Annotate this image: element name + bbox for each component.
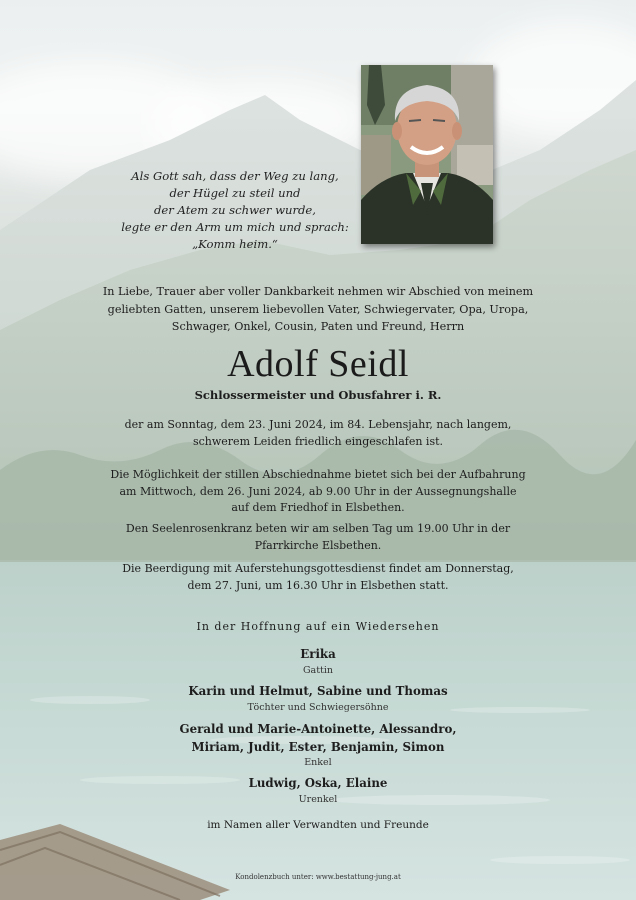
mourner-group — [0, 683, 636, 714]
death-notice-line: der am Sonntag, dem 23. Juni 2024, im 84. Lebensjahr, nach langem, — [124, 418, 512, 431]
intro-text — [100, 283, 536, 336]
death-notice — [110, 417, 526, 450]
funeral-info — [110, 561, 526, 594]
viewing-line: auf dem Friedhof in Elsbethen. — [231, 501, 405, 514]
mourner-names: Ludwig, Oska, Elaine — [248, 776, 388, 790]
mourner-relation: Urenkel — [298, 793, 338, 805]
condolence-link[interactable]: Kondolenzbuch unter: www.bestattung-jung.at — [235, 873, 401, 881]
intro-line: geliebten Gatten, unserem liebevollen Vater, Schwiegervater, Opa, Uropa, — [107, 302, 529, 316]
mourner-group — [0, 721, 636, 769]
viewing-info — [110, 467, 526, 517]
deceased-profession: Schlossermeister und Obusfahrer i. R. — [194, 388, 442, 402]
mourner-names: Erika — [300, 647, 336, 661]
intro-line: Schwager, Onkel, Cousin, Paten und Freund, Herrn — [171, 320, 465, 333]
funeral-line: Die Beerdigung mit Auferstehungsgottesdienst findet am Donnerstag, — [122, 562, 514, 575]
poem-line: Als Gott sah, dass der Weg zu lang, — [131, 169, 339, 183]
poem-line: „Komm heim.“ — [192, 237, 278, 251]
viewing-line: am Mittwoch, dem 26. Juni 2024, ab 9.00 Uhr in der Aussegnungshalle — [119, 484, 517, 498]
mourner-names: Karin und Helmut, Sabine und Thomas — [188, 684, 448, 698]
mourner-group — [0, 646, 636, 677]
intro-line: In Liebe, Trauer aber voller Dankbarkeit nehmen wir Abschied von meinem — [102, 285, 534, 298]
rosary-line: Den Seelenrosenkranz beten wir am selben Tag um 19.00 Uhr in der — [125, 522, 511, 535]
death-notice-line: schwerem Leiden friedlich eingeschlafen ist. — [192, 434, 444, 448]
poem-line: der Hügel zu steil und — [169, 186, 301, 200]
closing-line: im Namen aller Verwandten und Freunde — [207, 819, 429, 831]
mourner-group — [0, 775, 636, 806]
mourner-names: Gerald und Marie-Antoinette, Alessandro, — [179, 722, 457, 736]
mourner-relation: Enkel — [304, 757, 332, 768]
hope-line: In der Hoffnung auf ein Wiedersehen — [196, 620, 440, 633]
viewing-line: Die Möglichkeit der stillen Abschiednahme bietet sich bei der Aufbahrung — [110, 468, 526, 481]
mourner-names: Miriam, Judit, Ester, Benjamin, Simon — [191, 739, 445, 754]
funeral-line: dem 27. Juni, um 16.30 Uhr in Elsbethen statt. — [187, 578, 449, 592]
rosary-line: Pfarrkirche Elsbethen. — [254, 538, 382, 552]
mourner-relation: Töchter und Schwiegersöhne — [247, 701, 389, 713]
footer — [0, 873, 636, 881]
poem-line: der Atem zu schwer wurde, — [154, 203, 316, 217]
portrait-image — [361, 65, 493, 244]
poem — [120, 168, 350, 253]
rosary-info — [110, 521, 526, 554]
poem-line: legte er den Arm um mich und sprach: — [121, 220, 349, 234]
deceased-name: Adolf Seidl — [227, 343, 409, 385]
portrait-photo — [361, 65, 493, 244]
mourner-relation: Gattin — [302, 664, 334, 676]
